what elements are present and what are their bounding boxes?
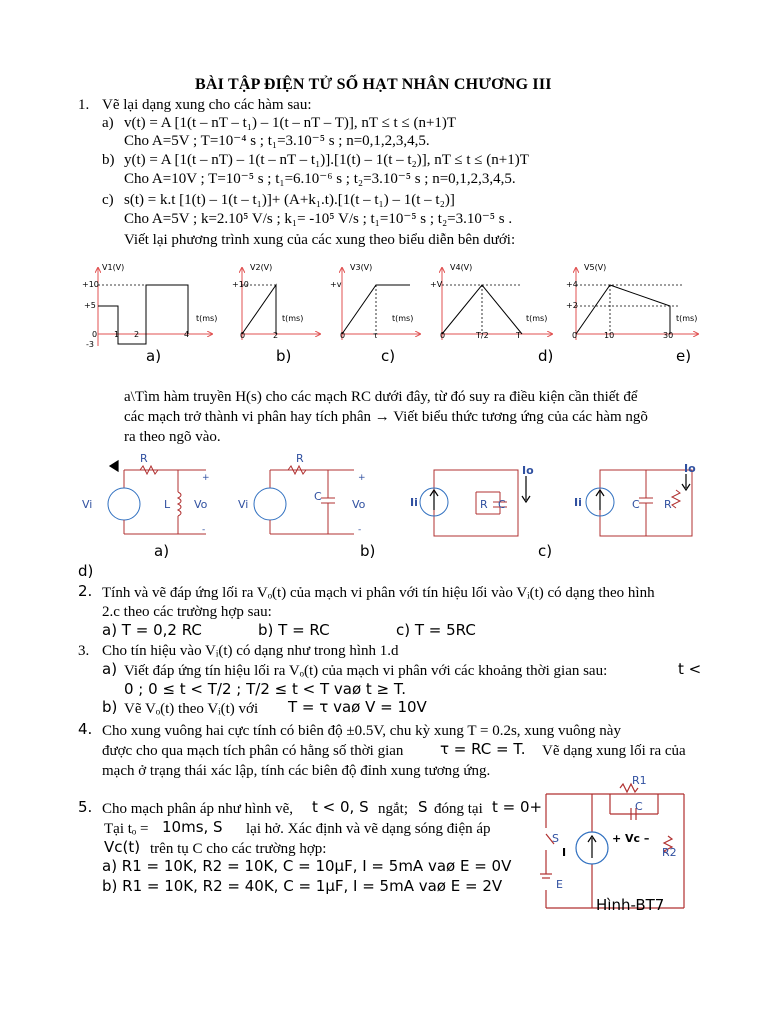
q2-line1: Tính và vẽ đáp ứng lối ra Vₒ(t) của mạch vi phân với tín hiệu lối vào Vᵢ(t) có dạng theo hình	[102, 585, 655, 601]
waveform-v4	[430, 263, 552, 340]
q2-number: 2.	[78, 582, 93, 600]
q1-number: 1.	[78, 97, 90, 113]
qa-line1: a\Tìm hàm truyền H(s) cho các mạch RC dưới đây, từ đó suy ra điều kiện cần thiết để	[124, 389, 638, 405]
v1-x2: 2	[134, 330, 140, 339]
v3-title: V3(V)	[350, 263, 373, 272]
q3-b-text: Vẽ Vₒ(t) theo Vᵢ(t) với	[124, 701, 259, 717]
q5-line1f: t = 0+	[492, 798, 543, 816]
v1-tick-neg3: -3	[86, 340, 94, 349]
v1-axis: t(ms)	[196, 314, 218, 323]
q1-a-line2: Cho A=5V ; T=10⁻⁴ s ; t₁=3.10⁻⁵ s ; n=0,1,2,3,4,5.	[124, 133, 430, 149]
q3-a-label: a)	[102, 660, 118, 678]
c3-r-label: R	[480, 498, 488, 511]
q5-line2b: 10ms, S	[162, 818, 223, 836]
c3-c-label: C	[498, 498, 506, 511]
q3-a-line2: 0 ; 0 ≤ t < T/2 ; T/2 ≤ t < T vaø t ≥ T.	[124, 680, 407, 698]
waveform-caption-b: b)	[276, 347, 292, 365]
v2-axis: t(ms)	[282, 314, 304, 323]
waveform-v3	[330, 263, 420, 340]
v4-axis: t(ms)	[526, 314, 548, 323]
v4-tick-v: +V	[430, 280, 443, 289]
v3-x0: 0	[340, 331, 346, 340]
qa-line2: các mạch trở thành vi phân hay tích phân → Viết biểu thức tương ứng của các hàm ngõ	[124, 409, 648, 425]
bt7-vc-label: + Vc –	[612, 832, 650, 845]
c4-ii-label: Ii	[574, 496, 582, 509]
q5-line1b: t < 0, S	[312, 798, 369, 816]
q4-line2a: được cho qua mạch tích phân có hằng số thời gian	[102, 743, 404, 759]
q1-a-label: a)	[102, 115, 114, 131]
v3-tick-v: +v	[330, 280, 342, 289]
c2-vo-label: Vo	[352, 498, 366, 511]
page-title: BÀI TẬP ĐIỆN TỬ SỐ HẠT NHÂN CHƯƠNG III	[195, 76, 552, 93]
q1-c-line3: Viết lại phương trình xung của các xung theo biểu diễn bên dưới:	[124, 232, 516, 248]
q1-text: Vẽ lại dạng xung cho các hàm sau:	[102, 97, 312, 113]
q2-case-b: b) T = RC	[258, 621, 330, 639]
v3-x-tau: τ	[373, 331, 378, 340]
q5-line1c: ngắt;	[378, 801, 408, 817]
rc-circuits	[78, 452, 718, 542]
circuit-rl	[108, 466, 206, 534]
q2-case-a: a) T = 0,2 RC	[102, 621, 202, 639]
q4-line3: mạch ở trạng thái xác lập, tính các biên độ đỉnh xung tương ứng.	[102, 763, 491, 779]
q3-b-label: b)	[102, 698, 118, 716]
bt7-r1-label: R1	[632, 774, 647, 787]
circuit-caption-d: d)	[78, 562, 94, 580]
c1-vi-label: Vi	[82, 498, 93, 511]
c4-r-label: R	[664, 498, 672, 511]
v5-tick-2: +2	[566, 301, 578, 310]
bt7-s-label: S	[552, 832, 559, 845]
q1-a-line1: v(t) = A [1(t – nT – t₁) – 1(t – nT – T)], nT ≤ t ≤ (n+1)T	[124, 115, 457, 131]
circuit-rc	[254, 466, 354, 534]
waveform-caption-e: e)	[676, 347, 692, 365]
q3-b-tail: T = τ vaø V = 10V	[288, 698, 427, 716]
circuit-caption-b: b)	[360, 542, 376, 560]
c3-io-label: Io	[522, 464, 534, 477]
q5-line1e: đóng tại	[434, 801, 483, 817]
v4-x-half: T/2	[476, 331, 489, 340]
q3-a-tail: t <	[678, 660, 702, 678]
waveform-caption-a: a)	[146, 347, 162, 365]
v4-x-t: T	[516, 331, 521, 340]
v1-x0: 0	[92, 330, 98, 339]
q5-number: 5.	[78, 798, 93, 816]
c2-plus: +	[358, 473, 366, 483]
q1-b-line2: Cho A=10V ; T=10⁻⁵ s ; t₁=6.10⁻⁶ s ; t₂=3.10⁻⁵ s ; n=0,1,2,3,4,5.	[124, 171, 516, 187]
v2-title: V2(V)	[250, 263, 273, 272]
v2-tick-10: +10	[232, 280, 249, 289]
c1-vo-label: Vo	[194, 498, 208, 511]
v3-axis: t(ms)	[392, 314, 414, 323]
waveform-caption-c: c)	[381, 347, 396, 365]
q5-line1a: Cho mạch phân áp như hình vẽ,	[102, 801, 294, 817]
bt7-e-label: E	[556, 878, 563, 891]
q3-number: 3.	[78, 643, 90, 659]
q5-line2a: Tại tₒ =	[104, 821, 149, 837]
v1-tick-5: +5	[84, 301, 96, 310]
q5-line1d: S	[418, 798, 428, 816]
q4-number: 4.	[78, 720, 93, 738]
c2-minus: -	[358, 525, 362, 535]
v1-tick-10: +10	[82, 280, 99, 289]
circuit-caption-a: a)	[154, 542, 170, 560]
waveform-caption-d: d)	[538, 347, 554, 365]
bt7-r2-label: R2	[662, 846, 677, 859]
q1-c-line1: s(t) = k.t [1(t) – 1(t – t₁)]+ (A+k₁.t).[1(t – t₁) – 1(t – t₂)]	[124, 192, 455, 208]
q2-line2: 2.c theo các trường hợp sau:	[102, 604, 272, 620]
c2-c-label: C	[314, 490, 322, 503]
v1-x1: 1	[114, 330, 120, 339]
v2-x2: 2	[273, 331, 279, 340]
waveform-v2	[232, 263, 320, 340]
q2-case-c: c) T = 5RC	[396, 621, 476, 639]
v4-title: V4(V)	[450, 263, 473, 272]
v2-x0: 0	[240, 331, 246, 340]
q5-line3a: Vc(t)	[104, 838, 141, 856]
waveform-v1	[82, 263, 217, 349]
v5-axis: t(ms)	[676, 314, 698, 323]
qa-line3: ra theo ngõ vào.	[124, 429, 221, 445]
q3-a-line1: Viết đáp ứng tín hiệu lối ra Vₒ(t) của mạch vi phân với các khoảng thời gian sau:	[124, 663, 608, 679]
q1-b-line1: y(t) = A [1(t – nT) – 1(t – nT – t₁)].[1(t) – 1(t – t₂)], nT ≤ t ≤ (n+1)T	[124, 152, 529, 168]
q5-line3b: trên tụ C cho các trường hợp:	[150, 841, 327, 857]
v5-tick-4: +4	[566, 280, 578, 289]
q3-line1: Cho tín hiệu vào Vᵢ(t) có dạng như trong hình 1.d	[102, 643, 399, 659]
c1-r-label: R	[140, 452, 148, 465]
q5-line2c: lại hở. Xác định và vẽ dạng sóng điện áp	[246, 821, 491, 837]
figure-bt7	[540, 770, 696, 916]
c4-io-label: Io	[684, 462, 696, 475]
v5-x10: 10	[604, 331, 615, 340]
circuit-caption-c: c)	[538, 542, 553, 560]
c2-vi-label: Vi	[238, 498, 249, 511]
q4-line2c: Vẽ dạng xung lối ra của	[542, 743, 686, 759]
c1-l-label: L	[164, 498, 171, 511]
c3-ii-label: Ii	[410, 496, 418, 509]
c4-c-label: C	[632, 498, 640, 511]
v5-title: V5(V)	[584, 263, 607, 272]
figure-bt7-caption: Hình-BT7	[596, 896, 665, 914]
waveform-v5	[566, 263, 698, 340]
q5-case-b: b) R1 = 10K, R2 = 40K, C = 1μF, I = 5mA vaø E = 2V	[102, 877, 503, 895]
q1-c-label: c)	[102, 192, 114, 208]
bt7-c-label: C	[635, 800, 643, 813]
v1-title: V1(V)	[102, 263, 125, 272]
q5-case-a: a) R1 = 10K, R2 = 10K, C = 10μF, I = 5mA vaø E = 0V	[102, 857, 512, 875]
v4-x0: 0	[440, 331, 446, 340]
q4-line1: Cho xung vuông hai cực tính có biên độ ±0.5V, chu kỳ xung T = 0.2s, xung vuông này	[102, 723, 621, 739]
v5-x30: 30	[663, 331, 674, 340]
q4-line2b: τ = RC = T.	[440, 740, 526, 758]
v1-x4: 4	[184, 330, 190, 339]
c1-plus: +	[202, 473, 210, 483]
q1-c-line2: Cho A=5V ; k=2.10⁵ V/s ; k₁= -10⁵ V/s ; t₁=10⁻⁵ s ; t₂=3.10⁻⁵ s .	[124, 211, 513, 227]
c2-r-label: R	[296, 452, 304, 465]
c1-minus: -	[202, 525, 206, 535]
bt7-i-label: I	[562, 846, 567, 859]
v5-x0: 0	[572, 331, 578, 340]
q1-b-label: b)	[102, 152, 115, 168]
